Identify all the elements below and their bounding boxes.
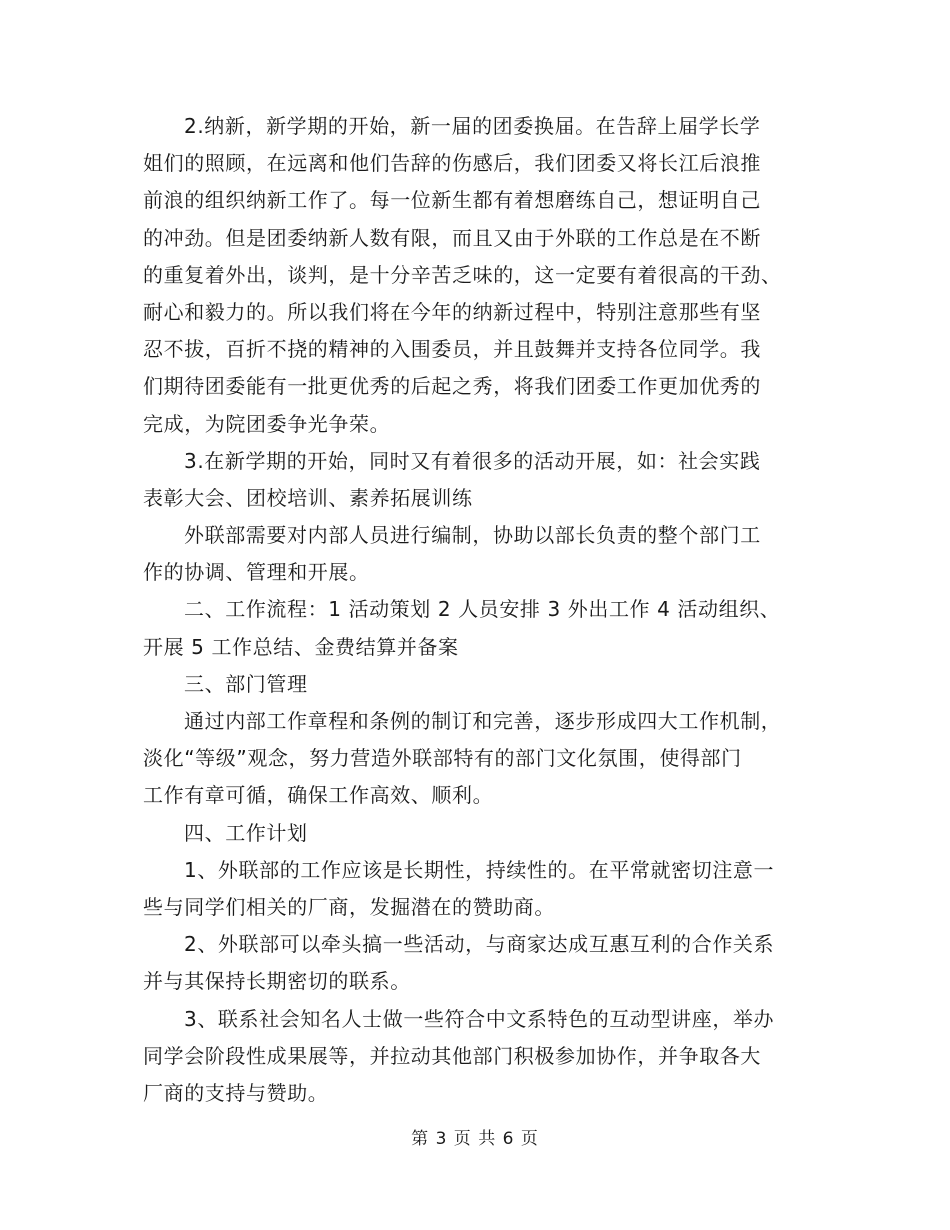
text-line: 姐们的照顾，在远离和他们告辞的伤感后，我们团委又将长江后浪推 [143, 151, 761, 176]
text-line: 的重复着外出，谈判，是十分辛苦乏味的，这一定要有着很高的干劲、 [143, 262, 782, 287]
text-line: 三、部门管理 [184, 671, 308, 696]
text-line: 通过内部工作章程和条例的制订和完善，逐步形成四大工作机制， [184, 709, 782, 733]
text-line: 外联部需要对内部人员进行编制，协助以部长负责的整个部门工 [184, 523, 761, 548]
text-line: 2.纳新，新学期的开始，新一届的团委换届。在告辞上届学长学 [184, 114, 761, 138]
text-line: 们期待团委能有一批更优秀的后起之秀，将我们团委工作更加优秀的 [143, 374, 761, 399]
text-line: 工作有章可循，确保工作高效、顺利。 [143, 783, 494, 808]
text-line: 1、外联部的工作应该是长期性，持续性的。在平常就密切注意一 [184, 857, 775, 882]
text-line: 前浪的组织纳新工作了。每一位新生都有着想磨练自己，想证明自己 [143, 188, 761, 213]
text-line: 淡化“等级”观念，努力营造外联部特有的部门文化氛围，使得部门 [143, 746, 742, 771]
text-line: 耐心和毅力的。所以我们将在今年的纳新过程中，特别注意那些有坚 [143, 299, 761, 324]
text-line: 3、联系社会知名人士做一些符合中文系特色的互动型讲座，举办 [184, 1006, 775, 1031]
text-line: 四、工作计划 [184, 820, 308, 845]
text-line: 同学会阶段性成果展等，并拉动其他部门积极参加协作，并争取各大 [143, 1043, 761, 1068]
page-number-footer: 第 3 页 共 6 页 [411, 1129, 539, 1149]
text-line: 表彰大会、团校培训、素养拓展训练 [143, 485, 473, 510]
text-line: 开展 5 工作总结、金费结算并备案 [143, 634, 459, 659]
text-line: 并与其保持长期密切的联系。 [143, 969, 411, 994]
text-line: 忍不拔，百折不挠的精神的入围委员，并且鼓舞并支持各位同学。我 [143, 337, 761, 362]
text-line: 的冲劲。但是团委纳新人数有限，而且又由于外联的工作总是在不断 [143, 225, 761, 250]
text-line: 些与同学们相关的厂商，发掘潜在的赞助商。 [143, 894, 555, 919]
text-line: 二、工作流程：1 活动策划 2 人员安排 3 外出工作 4 活动组织、 [184, 597, 781, 622]
text-line: 2、外联部可以牵头搞一些活动，与商家达成互惠互利的合作关系 [184, 932, 775, 957]
text-line: 3.在新学期的开始，同时又有着很多的活动开展，如：社会实践 [184, 448, 761, 473]
document-body [143, 108, 823, 1112]
text-line: 厂商的支持与赞助。 [143, 1080, 329, 1105]
text-line: 作的协调、管理和开展。 [143, 560, 370, 585]
text-line: 完成，为院团委争光争荣。 [143, 411, 391, 436]
